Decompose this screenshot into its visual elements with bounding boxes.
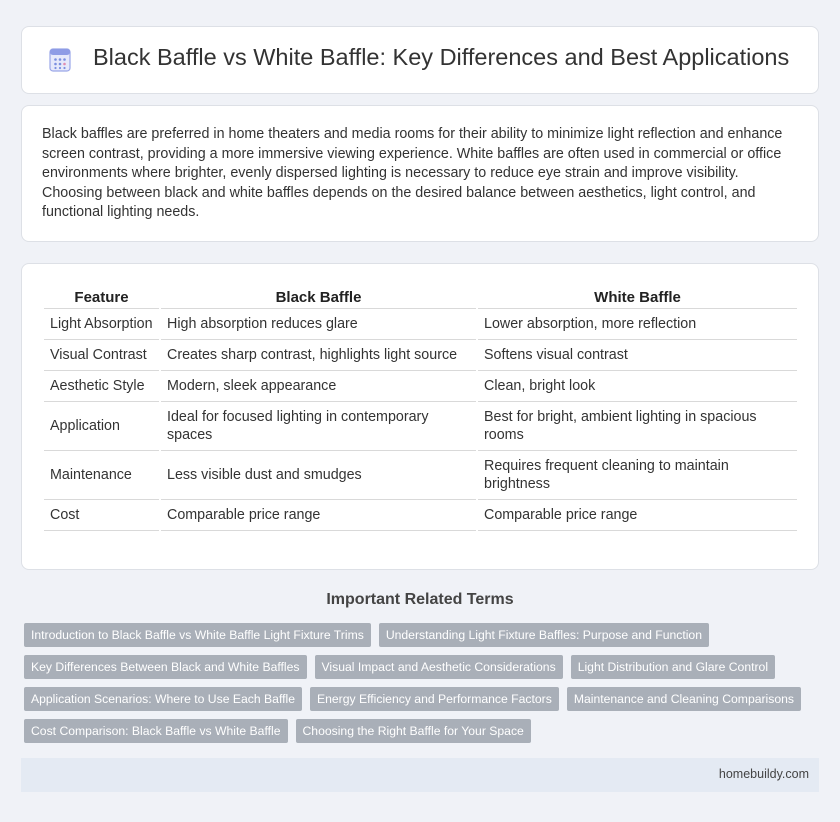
page-title: Black Baffle vs White Baffle: Key Differences and Best Applications (93, 44, 790, 70)
table-row (44, 309, 797, 340)
related-term-link[interactable]: Key Differences Between Black and White Baffles (24, 655, 307, 679)
table-row (44, 402, 797, 451)
related-term-link[interactable]: Maintenance and Cleaning Comparisons (567, 687, 801, 711)
white-baffle-cell: Requires frequent cleaning to maintain brightness (478, 451, 797, 500)
header-white-baffle: White Baffle (478, 287, 797, 309)
black-baffle-cell: Modern, sleek appearance (161, 371, 476, 402)
related-term-link[interactable]: Understanding Light Fixture Baffles: Purpose and Function (379, 623, 709, 647)
white-baffle-cell: Softens visual contrast (478, 340, 797, 371)
feature-cell: Visual Contrast (44, 340, 159, 371)
calculator-icon (47, 47, 73, 73)
header-black-baffle: Black Baffle (161, 287, 476, 309)
black-baffle-cell: Less visible dust and smudges (161, 451, 476, 500)
related-term-link[interactable]: Light Distribution and Glare Control (571, 655, 775, 679)
comparison-table-card (21, 263, 819, 570)
table-header-row (44, 287, 797, 309)
related-terms-title: Important Related Terms (326, 591, 514, 608)
table-row (44, 340, 797, 371)
white-baffle-cell: Best for bright, ambient lighting in spacious rooms (478, 402, 797, 451)
black-baffle-cell: Ideal for focused lighting in contemporary spaces (161, 402, 476, 451)
related-term-link[interactable]: Application Scenarios: Where to Use Each Baffle (24, 687, 302, 711)
footer (21, 758, 819, 792)
black-baffle-cell: High absorption reduces glare (161, 309, 476, 340)
header-card (21, 26, 819, 94)
black-baffle-cell: Comparable price range (161, 500, 476, 531)
table-row (44, 451, 797, 500)
related-term-link[interactable]: Introduction to Black Baffle vs White Baffle Light Fixture Trims (24, 623, 371, 647)
table-row (44, 500, 797, 531)
related-term-link[interactable]: Visual Impact and Aesthetic Considerations (315, 655, 563, 679)
white-baffle-cell: Lower absorption, more reflection (478, 309, 797, 340)
related-term-link[interactable]: Energy Efficiency and Performance Factors (310, 687, 559, 711)
feature-cell: Maintenance (44, 451, 159, 500)
header-feature: Feature (44, 287, 159, 309)
intro-paragraph: Black baffles are preferred in home theaters and media rooms for their ability to minimize light reflection and enhance screen contrast, providing a more immersive viewing experience. White baffles are often used in commercial or office environments where brighter, evenly dispersed lighting is necessary to reduce eye strain and improve visibility. Choosing between black and white baffles depends on the desired balance between aesthetics, light control, and functional lighting needs. (42, 126, 783, 220)
related-terms-list (24, 623, 814, 743)
black-baffle-cell: Creates sharp contrast, highlights light source (161, 340, 476, 371)
white-baffle-cell: Clean, bright look (478, 371, 797, 402)
feature-cell: Aesthetic Style (44, 371, 159, 402)
feature-cell: Cost (44, 500, 159, 531)
feature-cell: Light Absorption (44, 309, 159, 340)
related-term-link[interactable]: Cost Comparison: Black Baffle vs White Baffle (24, 719, 288, 743)
intro-card (21, 105, 819, 242)
comparison-table (42, 287, 799, 531)
table-row (44, 371, 797, 402)
white-baffle-cell: Comparable price range (478, 500, 797, 531)
footer-site-name: homebuildy.com (718, 767, 809, 781)
related-term-link[interactable]: Choosing the Right Baffle for Your Space (296, 719, 531, 743)
feature-cell: Application (44, 402, 159, 451)
